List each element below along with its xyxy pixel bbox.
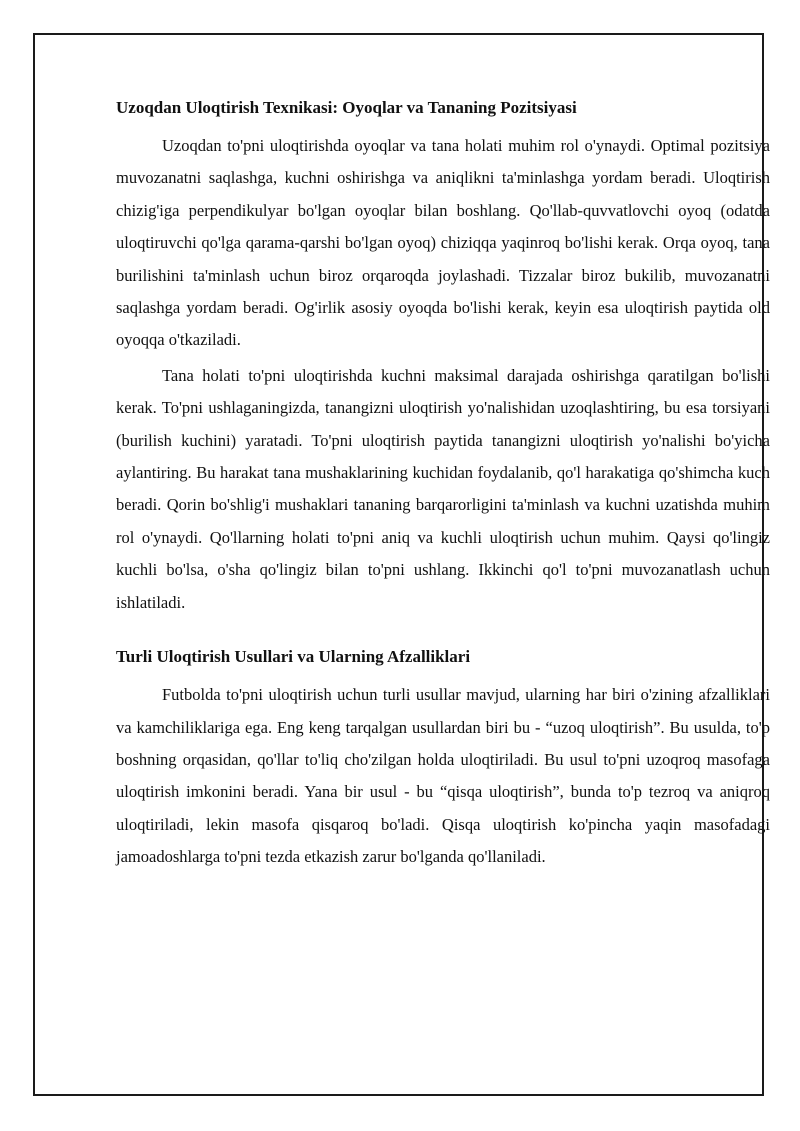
- paragraph: Uzoqdan to'pni uloqtirishda oyoqlar va tana holati muhim rol o'ynaydi. Optimal pozitsiya muvozanatni saqlashga, kuchni oshirishga va aniqlikni ta'minlashga yordam beradi. Uloqtirish chizig'iga perpendikulyar bo'lgan oyoqlar bilan boshlang. Qo'llab-quvvatlovchi oyoq (odatda uloqtiruvchi qo'lga qarama-qarshi bo'lgan oyoq) chiziqqa yaqinroq bo'lishi kerak. Orqa oyoq, tana burilishini ta'minlash uchun biroz orqaroqda joylashadi. Tizzalar biroz bukilib, muvozanatni saqlashga yordam beradi. Og'irlik asosiy oyoqda bo'lishi kerak, keyin esa uloqtirish paytida old oyoqqa o'tkaziladi.: [116, 136, 770, 350]
- section-throwing-methods: [116, 641, 770, 873]
- document-body: [116, 92, 770, 877]
- section-heading: Uzoqdan Uloqtirish Texnikasi: Oyoqlar va Tananing Pozitsiyasi: [116, 98, 577, 117]
- section-heading: Turli Uloqtirish Usullari va Ularning Afzalliklari: [116, 647, 471, 667]
- paragraph: Futbolda to'pni uloqtirish uchun turli usullar mavjud, ularning har biri o'zining afzalliklari va kamchiliklariga ega. Eng keng tarqalgan usullardan biri bu - “uzoq uloqtirish”. Bu usulda, to'p boshning orqasidan, qo'llar to'liq cho'zilgan holda uloqtiriladi. Bu usul to'pni uzoqroq masofaga uloqtirish imkonini beradi. Yana bir usul - bu “qisqa uloqtirish”, bunda to'p tezroq va aniqroq uloqtiriladi, lekin masofa qisqaroq bo'ladi. Qisqa uloqtirish ko'pincha yaqin masofadagi jamoadoshlarga to'pni tezda etkazish zarur bo'lganda qo'llaniladi.: [116, 685, 770, 867]
- paragraph: Tana holati to'pni uloqtirishda kuchni maksimal darajada oshirishga qaratilgan bo'lishi kerak. To'pni ushlaganingizda, tanangizni uloqtirish yo'nalishidan uzoqlashtiring, bu esa torsiyani (burilish kuchini) yaratadi. To'pni uloqtirish paytida tanangizni uloqtirish yo'nalishi bo'yicha aylantiring. Bu harakat tana mushaklarining kuchidan foydalanib, qo'l harakatiga qo'shimcha kuch beradi. Qorin bo'shlig'i mushaklari tananing barqarorligini ta'minlash va kuchni uzatishda muhim rol o'ynaydi. Qo'llarning holati to'pni aniq va kuchli uloqtirish uchun muhim. Qaysi qo'lingiz kuchli bo'lsa, o'sha qo'lingiz bilan to'pni ushlang. Ikkinchi qo'l to'pni muvozanatlash uchun ishlatiladi.: [116, 365, 770, 612]
- section-leg-body-position: [116, 92, 770, 619]
